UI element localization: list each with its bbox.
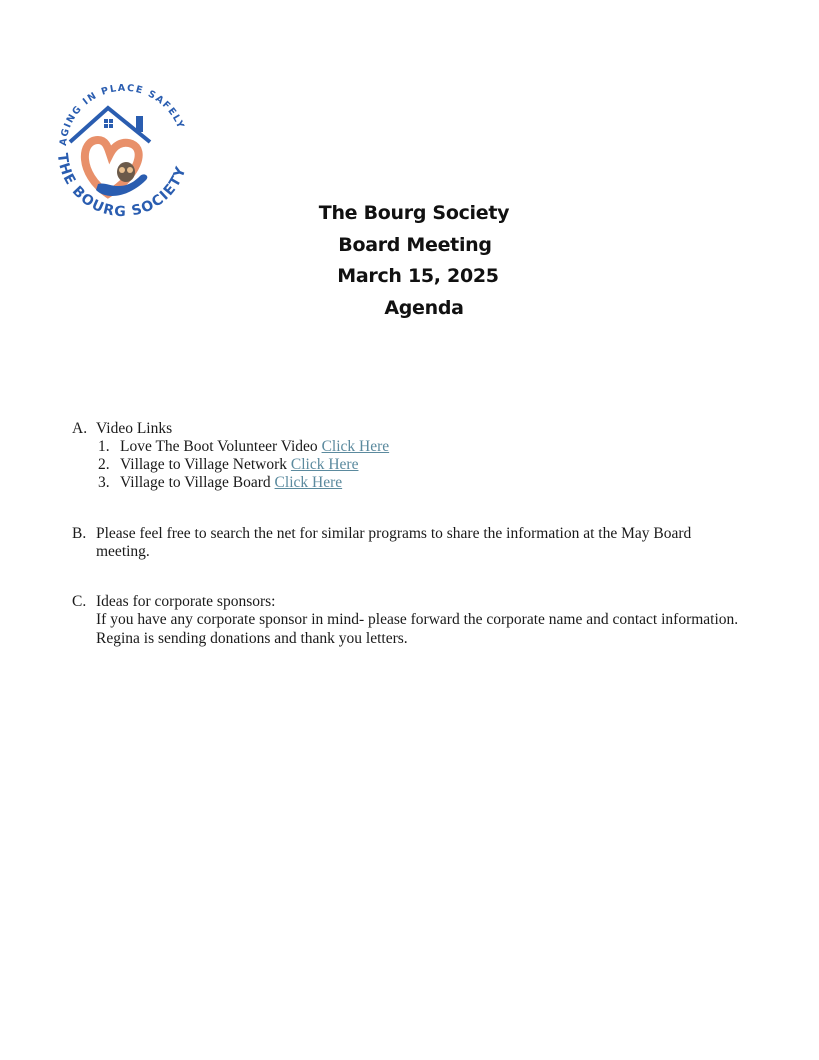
- section-letter: C.: [72, 593, 87, 610]
- section-text: Please feel free to search the net for similar programs to share the information at the May Board: [96, 525, 692, 542]
- click-here-link[interactable]: Click Here: [274, 474, 343, 491]
- document-title: Agenda: [384, 296, 464, 319]
- click-here-link[interactable]: Click Here: [290, 456, 359, 473]
- list-item: 1. Love The Boot Volunteer Video Click Here: [98, 438, 390, 455]
- section-text: If you have any corporate sponsor in mind- please forward the corporate name and contact information.: [96, 611, 739, 628]
- meeting-date: March 15, 2025: [337, 265, 499, 287]
- list-item: 3. Village to Village Board Click Here: [98, 474, 343, 491]
- owl-icon: [117, 162, 135, 182]
- logo-arc-top-text: AGING IN PLACE SAFELY: [57, 84, 187, 147]
- bourg-society-logo: [48, 84, 196, 224]
- section-letter: B.: [72, 525, 87, 542]
- logo-arc-bottom-text: THE BOURG SOCIETY: [53, 152, 190, 221]
- meeting-type: Board Meeting: [338, 233, 492, 256]
- org-name: The Bourg Society: [318, 202, 510, 224]
- section-title: Ideas for corporate sponsors:: [96, 593, 276, 610]
- section-text: meeting.: [96, 543, 150, 560]
- section-text: Regina is sending donations and thank you letters.: [96, 630, 408, 647]
- section-letter: A.: [72, 420, 88, 437]
- click-here-link[interactable]: Click Here: [321, 438, 390, 455]
- agenda-header: [300, 198, 540, 324]
- list-item: 2. Village to Village Network Click Here: [98, 456, 359, 473]
- section-title: Video Links: [96, 420, 173, 437]
